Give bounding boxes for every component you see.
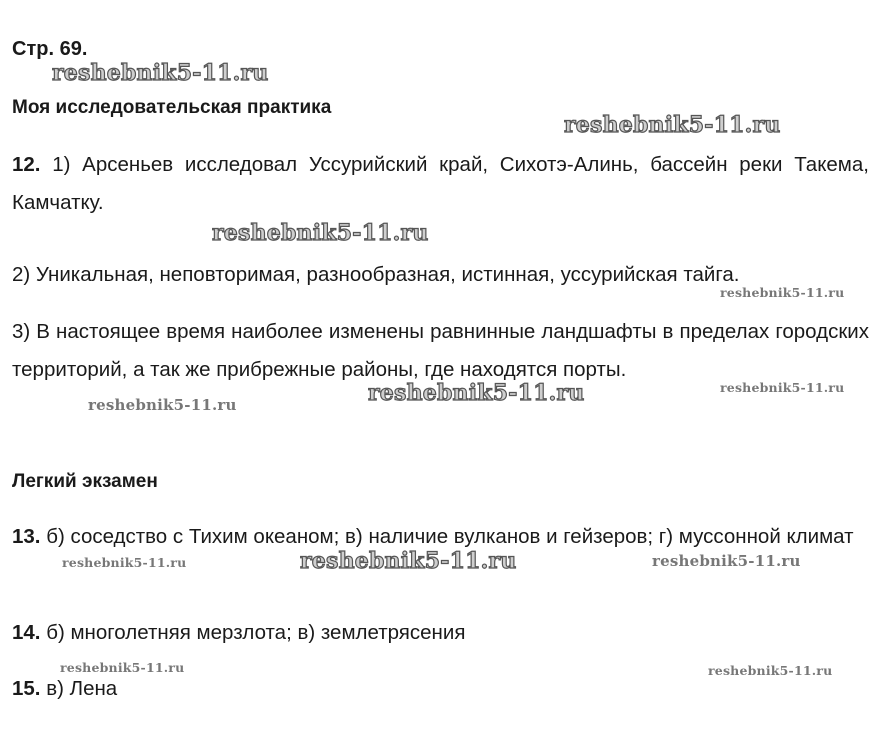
watermark: reshebnik5-11.ru: [300, 548, 517, 574]
watermark: reshebnik5-11.ru: [708, 663, 833, 678]
answer-15: [12, 670, 869, 708]
answer-13: [12, 520, 869, 554]
answer-14: [12, 614, 869, 652]
watermark: reshebnik5-11.ru: [88, 396, 237, 414]
watermark: reshebnik5-11.ru: [720, 380, 845, 395]
answer-number: 15.: [12, 677, 41, 700]
answer-number: 12.: [12, 153, 41, 176]
watermark: reshebnik5-11.ru: [368, 380, 585, 406]
section-title-exam: Легкий экзамен: [12, 471, 158, 492]
page-label: Стр. 69.: [12, 38, 88, 60]
watermark: reshebnik5-11.ru: [52, 60, 269, 86]
watermark: reshebnik5-11.ru: [720, 285, 845, 300]
answer-text: б) многолетняя мерзлота; в) землетрясения: [46, 621, 466, 644]
section-title-practice: Моя исследовательская практика: [12, 97, 332, 118]
answer-text: в) Лена: [46, 677, 118, 700]
answer-number: 13.: [12, 525, 41, 548]
watermark: reshebnik5-11.ru: [652, 552, 801, 570]
watermark: reshebnik5-11.ru: [62, 555, 187, 570]
watermark: reshebnik5-11.ru: [212, 220, 429, 246]
answer-text: 1) Арсеньев исследовал Уссурийский край, Сихотэ-Алинь, бассейн реки Такема, Камчатку.: [12, 153, 869, 214]
answer-12-part-3: 3) В настоящее время наиболее изменены равнинные ландшафты в пределах городских территорий, а так же прибрежные районы, где находятся порты.: [12, 320, 869, 381]
answer-text: б) соседство с Тихим океаном; в) наличие вулканов и гейзеров; г) муссонной климат: [46, 525, 854, 548]
answer-12-part-1: [12, 146, 869, 222]
watermark: reshebnik5-11.ru: [60, 660, 185, 675]
answer-number: 14.: [12, 621, 41, 644]
answer-12-part-2: 2) Уникальная, неповторимая, разнообразная, истинная, уссурийская тайга.: [12, 263, 740, 286]
watermark: reshebnik5-11.ru: [564, 112, 781, 138]
